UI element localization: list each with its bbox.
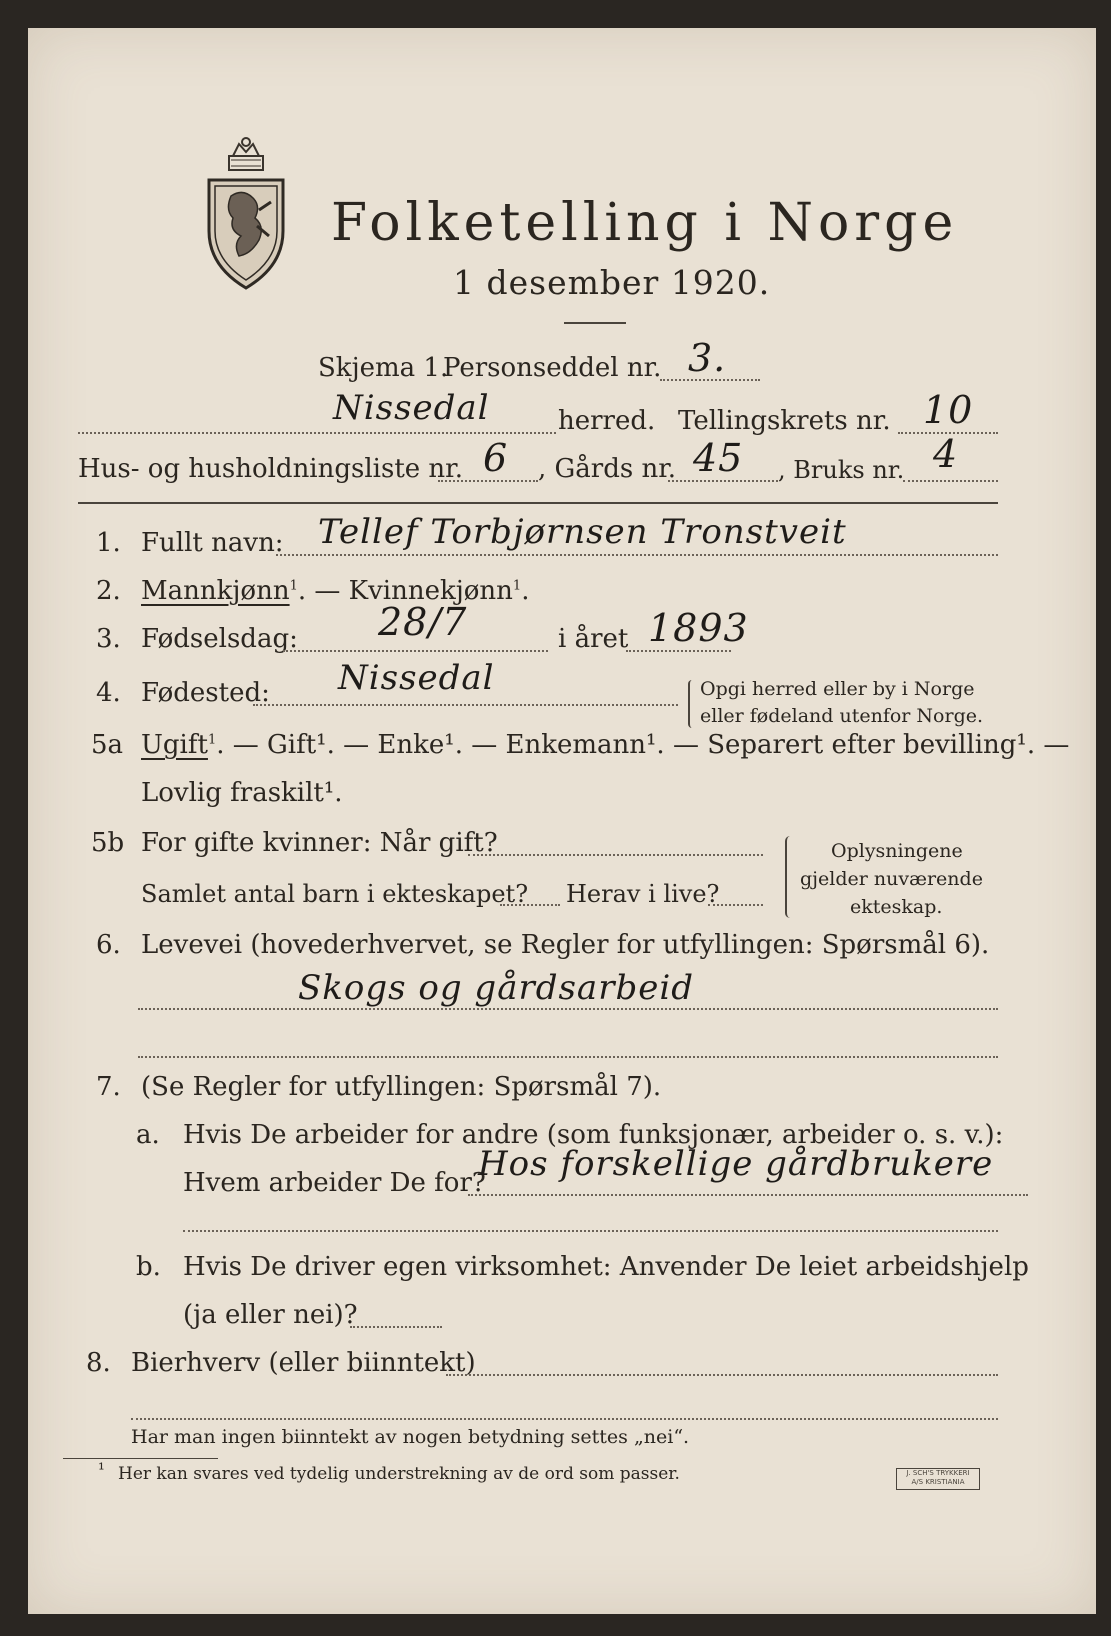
q5b-note-brace bbox=[785, 836, 795, 918]
q3-number: 3. bbox=[96, 624, 121, 654]
tellingskrets-label: Tellingskrets nr. bbox=[678, 406, 891, 436]
q3-label: Fødselsdag: bbox=[141, 624, 298, 654]
hus-label: Hus- og husholdningsliste nr. bbox=[78, 454, 464, 484]
birthplace-value[interactable]: Nissedal bbox=[338, 658, 495, 698]
q5b-married-label: For gifte kvinner: Når gift? bbox=[141, 828, 498, 858]
q4-note-brace bbox=[688, 680, 696, 728]
q6-line2 bbox=[138, 1056, 998, 1058]
marital-ugift-option[interactable]: Ugift bbox=[141, 730, 208, 760]
gender-separator: . — bbox=[297, 576, 341, 606]
schema-label: Skjema 1. bbox=[318, 353, 449, 383]
bruks-label: , Bruks nr. bbox=[778, 456, 905, 484]
q4-note-line1: Opgi herred eller by i Norge bbox=[700, 678, 975, 700]
printer-mark bbox=[896, 1468, 980, 1490]
q4-label: Fødested: bbox=[141, 678, 270, 708]
coat-of-arms-icon bbox=[203, 136, 289, 291]
q5b-number: 5b bbox=[91, 828, 125, 858]
printer-mark-line2: A/S KRISTIANIA bbox=[911, 1478, 965, 1486]
herred-line bbox=[78, 432, 556, 434]
q5b-married-line bbox=[468, 854, 763, 856]
q7a-line2: Hvem arbeider De for? bbox=[183, 1168, 486, 1198]
birthdate-value[interactable]: 28/7 bbox=[378, 600, 468, 644]
page-title: Folketelling i Norge bbox=[331, 193, 959, 253]
q5a-number: 5a bbox=[91, 730, 124, 760]
q3-year-label: i året bbox=[558, 624, 629, 654]
q5b-alive-line bbox=[708, 904, 763, 906]
birth-year-value[interactable]: 1893 bbox=[648, 606, 749, 650]
q6-number: 6. bbox=[96, 930, 121, 960]
q7b-line2: (ja eller nei)? bbox=[183, 1300, 358, 1330]
tellingskrets-value[interactable]: 10 bbox=[923, 388, 974, 432]
q5b-children-label: Samlet antal barn i ekteskapet? bbox=[141, 880, 529, 908]
gender-end: . bbox=[521, 576, 530, 606]
census-form bbox=[28, 28, 1096, 1614]
herred-label: herred. bbox=[558, 406, 656, 436]
q5b-note-line3: ekteskap. bbox=[850, 896, 943, 918]
q5b-children-line bbox=[500, 904, 560, 906]
q5b-alive-label: Herav i live? bbox=[566, 880, 720, 908]
employer-value[interactable]: Hos forskellige gårdbrukere bbox=[478, 1144, 994, 1184]
marital-options: Ugift$^1$. — Gift¹. — Enke¹. — Enkemann¹. — Separert efter bevilling¹. — bbox=[141, 730, 1070, 760]
header-divider bbox=[78, 502, 998, 504]
q7-label: (Se Regler for utfyllingen: Spørsmål 7). bbox=[141, 1072, 662, 1102]
q5b-note-line1: Oplysningene bbox=[831, 840, 963, 862]
q1-label: Fullt navn: bbox=[141, 528, 284, 558]
hus-value[interactable]: 6 bbox=[483, 436, 509, 480]
footnote-divider bbox=[63, 1458, 218, 1459]
q8-line2 bbox=[131, 1418, 998, 1420]
q7b-line1: Hvis De driver egen virksomhet: Anvender De leiet arbeidshjelp bbox=[183, 1252, 1029, 1282]
q6-line1 bbox=[138, 1008, 998, 1010]
q3-line bbox=[283, 650, 548, 652]
bruks-value[interactable]: 4 bbox=[933, 432, 959, 476]
q1-line bbox=[276, 554, 998, 556]
q1-number: 1. bbox=[96, 528, 121, 558]
q4-number: 4. bbox=[96, 678, 121, 708]
q8-line1 bbox=[446, 1374, 998, 1376]
hus-line bbox=[438, 480, 538, 482]
q7a-line1: Hvis De arbeider for andre (som funksjonær, arbeider o. s. v.): bbox=[183, 1120, 1004, 1150]
q4-note-line2: eller fødeland utenfor Norge. bbox=[700, 705, 984, 727]
gender-female-option[interactable]: Kvinnekjønn bbox=[348, 576, 513, 606]
gards-label: , Gårds nr. bbox=[538, 454, 677, 484]
gender-options: Mannkjønn$^1$. — Kvinnekjønn$^1$. bbox=[141, 576, 530, 606]
q7-number: 7. bbox=[96, 1072, 121, 1102]
marital-other-options[interactable]: . — Gift¹. — Enke¹. — Enkemann¹. — Separert efter bevilling¹. — bbox=[216, 730, 1070, 760]
title-divider bbox=[564, 322, 626, 324]
q4-line bbox=[253, 704, 678, 706]
q2-number: 2. bbox=[96, 576, 121, 606]
q5b-note-line2: gjelder nuværende bbox=[800, 868, 983, 890]
personseddel-value[interactable]: 3. bbox=[688, 336, 727, 380]
full-name-value[interactable]: Tellef Torbjørnsen Tronstveit bbox=[318, 512, 847, 552]
printer-mark-line1: J. SCH'S TRYKKERI bbox=[906, 1469, 970, 1477]
herred-value[interactable]: Nissedal bbox=[333, 388, 490, 428]
bruks-line bbox=[903, 480, 998, 482]
q8-number: 8. bbox=[86, 1348, 111, 1378]
q8-label: Bierhverv (eller biinntekt) bbox=[131, 1348, 476, 1378]
gards-line bbox=[668, 480, 778, 482]
footnote-marker: ¹ bbox=[98, 1460, 105, 1480]
q7b-answer-line bbox=[350, 1326, 442, 1328]
marital-lovlig-fraskilt[interactable]: Lovlig fraskilt¹. bbox=[141, 778, 343, 808]
gards-value[interactable]: 45 bbox=[693, 436, 744, 480]
gender-male-option[interactable]: Mannkjønn bbox=[141, 576, 290, 606]
q3-year-line bbox=[626, 650, 731, 652]
biinntekt-note: Har man ingen biinntekt av nogen betydning settes „nei“. bbox=[131, 1426, 690, 1448]
census-date: 1 desember 1920. bbox=[453, 263, 771, 302]
footnote-text: Her kan svares ved tydelig understrekning av de ord som passer. bbox=[118, 1464, 680, 1484]
q7a-answer-line bbox=[468, 1194, 1028, 1196]
q7b-letter: b. bbox=[136, 1252, 161, 1282]
personseddel-label: Personseddel nr. bbox=[443, 353, 662, 383]
occupation-value[interactable]: Skogs og gårdsarbeid bbox=[298, 968, 694, 1008]
q6-label: Levevei (hovederhvervet, se Regler for utfyllingen: Spørsmål 6). bbox=[141, 930, 990, 960]
q7a-letter: a. bbox=[136, 1120, 160, 1150]
q7a-line3 bbox=[183, 1230, 998, 1232]
